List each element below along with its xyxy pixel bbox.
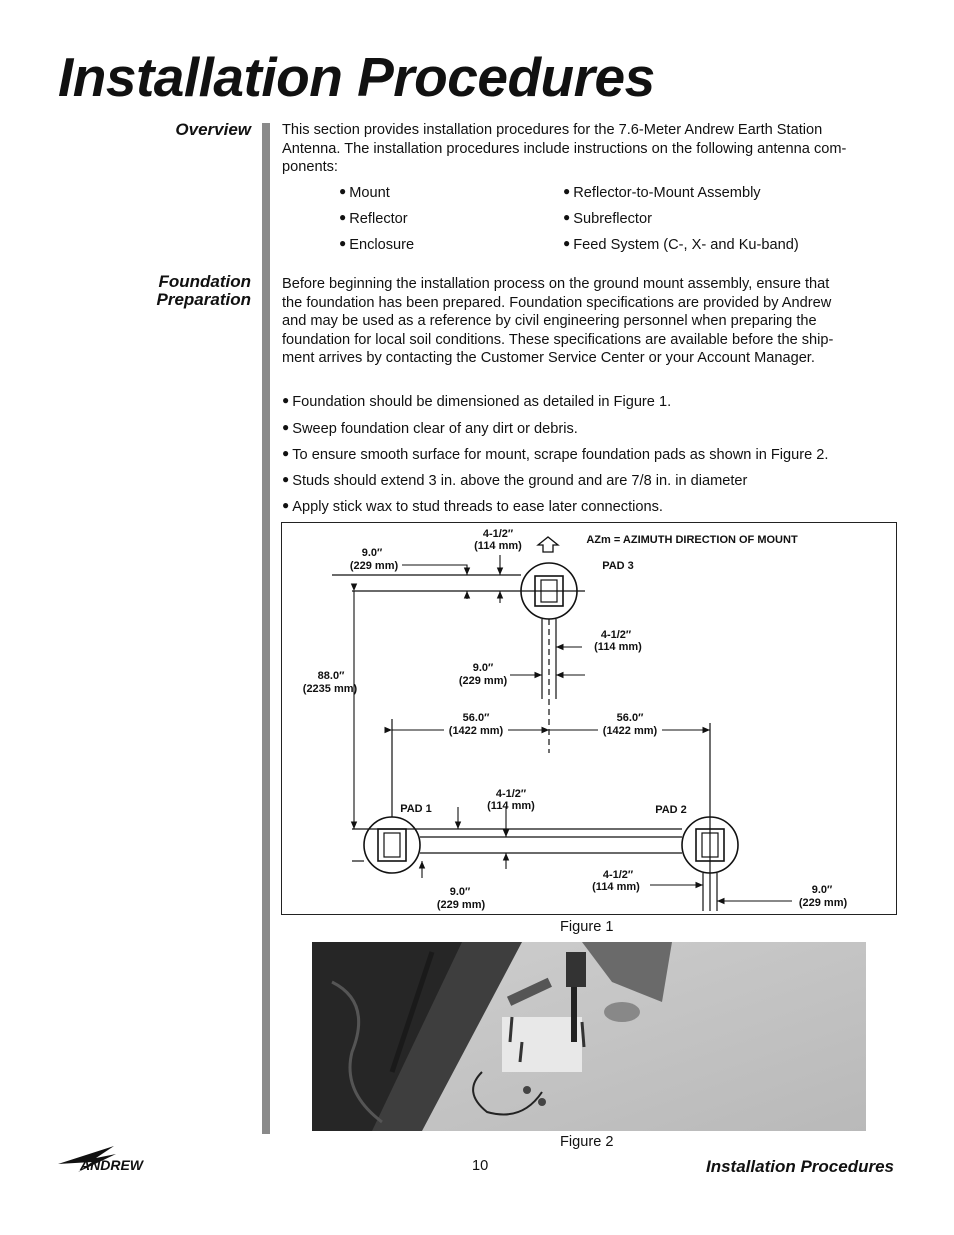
component-item: ● Mount <box>339 184 390 201</box>
paragraph-line: and may be used as a reference by civil engineering personnel when preparing the <box>282 313 817 329</box>
foundation-bullet: ● To ensure smooth surface for mount, scrape foundation pads as shown in Figure 2. <box>282 446 829 463</box>
figure-2-photo <box>312 942 866 1131</box>
component-item: ● Subreflector <box>563 210 652 227</box>
foundation-paragraph <box>282 275 896 368</box>
figure-1-drawing <box>281 522 897 915</box>
dim-label: 9.0″ <box>449 886 471 898</box>
dim-label: 56.0″ <box>462 712 490 724</box>
dim-label: 4-1/2″ <box>482 528 514 540</box>
component-item: ● Reflector-to-Mount Assembly <box>563 184 761 201</box>
dim-label: (2235 mm) <box>302 683 358 695</box>
pad-1-shape <box>364 817 420 873</box>
footer-section-title: Installation Procedures <box>706 1157 894 1176</box>
dim-label: (114 mm) <box>592 881 640 893</box>
intro-line: ponents: <box>282 159 338 175</box>
azimuth-label: AZm = AZIMUTH DIRECTION OF MOUNT <box>586 534 798 546</box>
foundation-heading <box>157 273 251 309</box>
foundation-photo-image <box>312 942 866 1131</box>
paragraph-line: the foundation has been prepared. Foundation specifications are provided by Andrew <box>282 294 832 311</box>
dim-label: 4-1/2″ <box>600 629 632 641</box>
dim-label: 88.0″ <box>317 670 345 682</box>
dim-label: (229 mm) <box>349 560 399 572</box>
foundation-bullet: ● Foundation should be dimensioned as detailed in Figure 1. <box>282 393 672 410</box>
overview-heading: Overview <box>175 120 251 139</box>
figure-2-caption: Figure 2 <box>560 1134 614 1150</box>
pad-1-label: PAD 1 <box>400 803 432 815</box>
dim-label: 4-1/2″ <box>495 788 527 800</box>
dim-label: 9.0″ <box>811 884 833 896</box>
logo-text: ANDREW <box>80 1157 143 1173</box>
andrew-logo-icon <box>56 1142 176 1178</box>
pad-2-label: PAD 2 <box>655 804 687 816</box>
pad-3-label: PAD 3 <box>602 560 634 572</box>
dim-label: (229 mm) <box>798 897 848 909</box>
paragraph-line: foundation for local soil conditions. These specifications are available before the ship- <box>282 331 834 348</box>
dim-label: (229 mm) <box>458 675 508 687</box>
andrew-logo <box>56 1142 176 1183</box>
intro-line: Antenna. The installation procedures include instructions on the following antenna com- <box>282 140 847 157</box>
foundation-bullet: ● Apply stick wax to stud threads to ease later connections. <box>282 498 663 515</box>
intro-line: This section provides installation procedures for the 7.6-Meter Andrew Earth Station <box>282 122 823 138</box>
figure-1-caption: Figure 1 <box>560 919 614 935</box>
paragraph-line: ment arrives by contacting the Customer Service Center or your Account Manager. <box>282 350 815 366</box>
foundation-diagram <box>282 523 896 914</box>
foundation-bullet: ● Studs should extend 3 in. above the ground and are 7/8 in. in diameter <box>282 472 748 489</box>
foundation-heading-line: Preparation <box>156 290 251 309</box>
dim-label: 9.0″ <box>361 547 383 559</box>
dim-label: 4-1/2″ <box>602 869 634 881</box>
dim-label: 56.0″ <box>616 712 644 724</box>
dim-label: (1422 mm) <box>448 725 504 737</box>
dim-label: 9.0″ <box>472 662 494 674</box>
dim-label: (1422 mm) <box>602 725 658 737</box>
paragraph-line: Before beginning the installation process on the ground mount assembly, ensure that <box>282 276 830 292</box>
component-item: ● Feed System (C-, X- and Ku-band) <box>563 236 799 253</box>
dim-label: (114 mm) <box>474 540 522 552</box>
foundation-heading-line: Foundation <box>158 272 251 291</box>
page-title: Installation Procedures <box>58 46 655 108</box>
page-number: 10 <box>472 1158 489 1174</box>
component-item: ● Reflector <box>339 210 408 227</box>
component-item: ● Enclosure <box>339 236 415 253</box>
dim-label: (114 mm) <box>487 800 535 812</box>
dim-label: (229 mm) <box>436 899 486 911</box>
foundation-bullet: ● Sweep foundation clear of any dirt or debris. <box>282 420 578 437</box>
overview-intro <box>282 121 896 177</box>
margin-rule <box>262 123 270 1134</box>
dim-label: (114 mm) <box>594 641 642 653</box>
